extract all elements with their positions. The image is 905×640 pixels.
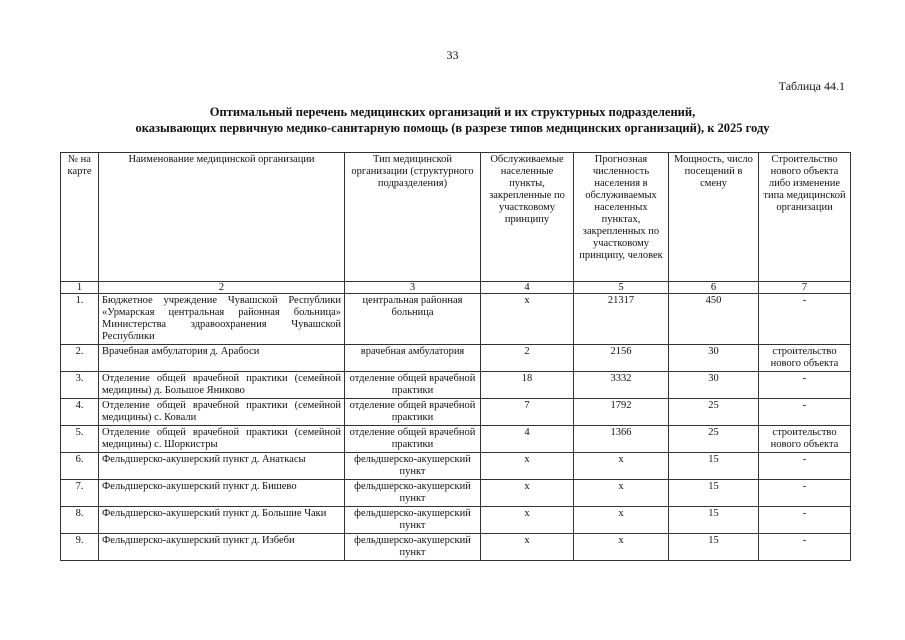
- row-number: 8.: [61, 507, 99, 534]
- organization-type: фельдшерско-акушерский пункт: [345, 480, 481, 507]
- construction-status: -: [759, 453, 851, 480]
- row-number: 5.: [61, 426, 99, 453]
- forecast-population: 2156: [574, 345, 669, 372]
- table-row: [61, 453, 851, 480]
- construction-status: строительство нового объекта: [759, 345, 851, 372]
- header-cell: Обслуживаемые населенные пункты, закрепленные по участковому принципу: [481, 153, 574, 282]
- table-row: [61, 426, 851, 453]
- organization-name: Отделение общей врачебной практики (семейной медицины) с. Ковали: [99, 399, 345, 426]
- forecast-population: х: [574, 534, 669, 561]
- header-cell: Мощность, число посещений в смену: [669, 153, 759, 282]
- page-number: 33: [446, 48, 459, 62]
- organization-type: фельдшерско-акушерский пункт: [345, 534, 481, 561]
- organizations-table: [60, 152, 851, 561]
- column-number: 1: [61, 282, 99, 294]
- capacity: 15: [669, 480, 759, 507]
- forecast-population: х: [574, 453, 669, 480]
- served-settlements: х: [481, 534, 574, 561]
- row-number: 9.: [61, 534, 99, 561]
- served-settlements: х: [481, 453, 574, 480]
- header-cell: Прогнозная численность населения в обслуживаемых населенных пунктах, закрепленных по участковому принципу, человек: [574, 153, 669, 282]
- title-line-1: Оптимальный перечень медицинских организаций и их структурных подразделений,: [209, 105, 696, 119]
- capacity: 25: [669, 399, 759, 426]
- construction-status: -: [759, 480, 851, 507]
- served-settlements: х: [481, 294, 574, 345]
- organization-name: Фельдшерско-акушерский пункт д. Избеби: [99, 534, 345, 561]
- column-number: 5: [574, 282, 669, 294]
- table-reference: Таблица 44.1: [778, 79, 845, 93]
- construction-status: -: [759, 399, 851, 426]
- column-number: 2: [99, 282, 345, 294]
- column-number: 3: [345, 282, 481, 294]
- organization-type: фельдшерско-акушерский пункт: [345, 453, 481, 480]
- table-row: [61, 345, 851, 372]
- organization-name: Врачебная амбулатория д. Арабоси: [99, 345, 345, 372]
- header-cell: Тип медицинской организации (структурного подразделения): [345, 153, 481, 282]
- table-row: [61, 399, 851, 426]
- served-settlements: 7: [481, 399, 574, 426]
- construction-status: -: [759, 534, 851, 561]
- table-row: [61, 372, 851, 399]
- forecast-population: х: [574, 480, 669, 507]
- organization-name: Отделение общей врачебной практики (семейной медицины) д. Большое Яниково: [99, 372, 345, 399]
- served-settlements: х: [481, 480, 574, 507]
- column-number-row: [61, 282, 851, 294]
- forecast-population: 1366: [574, 426, 669, 453]
- row-number: 2.: [61, 345, 99, 372]
- organization-type: фельдшерско-акушерский пункт: [345, 507, 481, 534]
- organization-name: Фельдшерско-акушерский пункт д. Анаткасы: [99, 453, 345, 480]
- column-number: 4: [481, 282, 574, 294]
- table-row: [61, 294, 851, 345]
- forecast-population: 21317: [574, 294, 669, 345]
- forecast-population: 3332: [574, 372, 669, 399]
- row-number: 4.: [61, 399, 99, 426]
- capacity: 30: [669, 372, 759, 399]
- organization-type: врачебная амбулатория: [345, 345, 481, 372]
- capacity: 15: [669, 507, 759, 534]
- column-number: 7: [759, 282, 851, 294]
- construction-status: -: [759, 294, 851, 345]
- organization-name: Отделение общей врачебной практики (семейной медицины) с. Шоркистры: [99, 426, 345, 453]
- construction-status: строительство нового объекта: [759, 426, 851, 453]
- header-cell: Наименование медицинской организации: [99, 153, 345, 282]
- capacity: 450: [669, 294, 759, 345]
- forecast-population: х: [574, 507, 669, 534]
- organization-name: Бюджетное учреждение Чувашской Республики «Урмарская центральная районная больница» Министерства здравоохранения Чувашской Республики: [99, 294, 345, 345]
- header-row: [61, 153, 851, 282]
- table-row: [61, 507, 851, 534]
- header-cell: Строительство нового объекта либо изменение типа медицинской организации: [759, 153, 851, 282]
- organization-name: Фельдшерско-акушерский пункт д. Большие Чаки: [99, 507, 345, 534]
- organization-name: Фельдшерско-акушерский пункт д. Бишево: [99, 480, 345, 507]
- capacity: 15: [669, 453, 759, 480]
- organization-type: центральная районная больница: [345, 294, 481, 345]
- capacity: 25: [669, 426, 759, 453]
- row-number: 7.: [61, 480, 99, 507]
- served-settlements: 4: [481, 426, 574, 453]
- row-number: 6.: [61, 453, 99, 480]
- served-settlements: х: [481, 507, 574, 534]
- organization-type: отделение общей врачебной практики: [345, 426, 481, 453]
- construction-status: -: [759, 372, 851, 399]
- table-row: [61, 480, 851, 507]
- forecast-population: 1792: [574, 399, 669, 426]
- construction-status: -: [759, 507, 851, 534]
- capacity: 15: [669, 534, 759, 561]
- title-line-2: оказывающих первичную медико-санитарную помощь (в разрезе типов медицинских организаций), к 2025 году: [135, 121, 770, 135]
- row-number: 1.: [61, 294, 99, 345]
- served-settlements: 2: [481, 345, 574, 372]
- table-row: [61, 534, 851, 561]
- organization-type: отделение общей врачебной практики: [345, 372, 481, 399]
- header-cell: № на карте: [61, 153, 99, 282]
- table-title: [60, 104, 845, 136]
- capacity: 30: [669, 345, 759, 372]
- column-number: 6: [669, 282, 759, 294]
- row-number: 3.: [61, 372, 99, 399]
- organization-type: отделение общей врачебной практики: [345, 399, 481, 426]
- served-settlements: 18: [481, 372, 574, 399]
